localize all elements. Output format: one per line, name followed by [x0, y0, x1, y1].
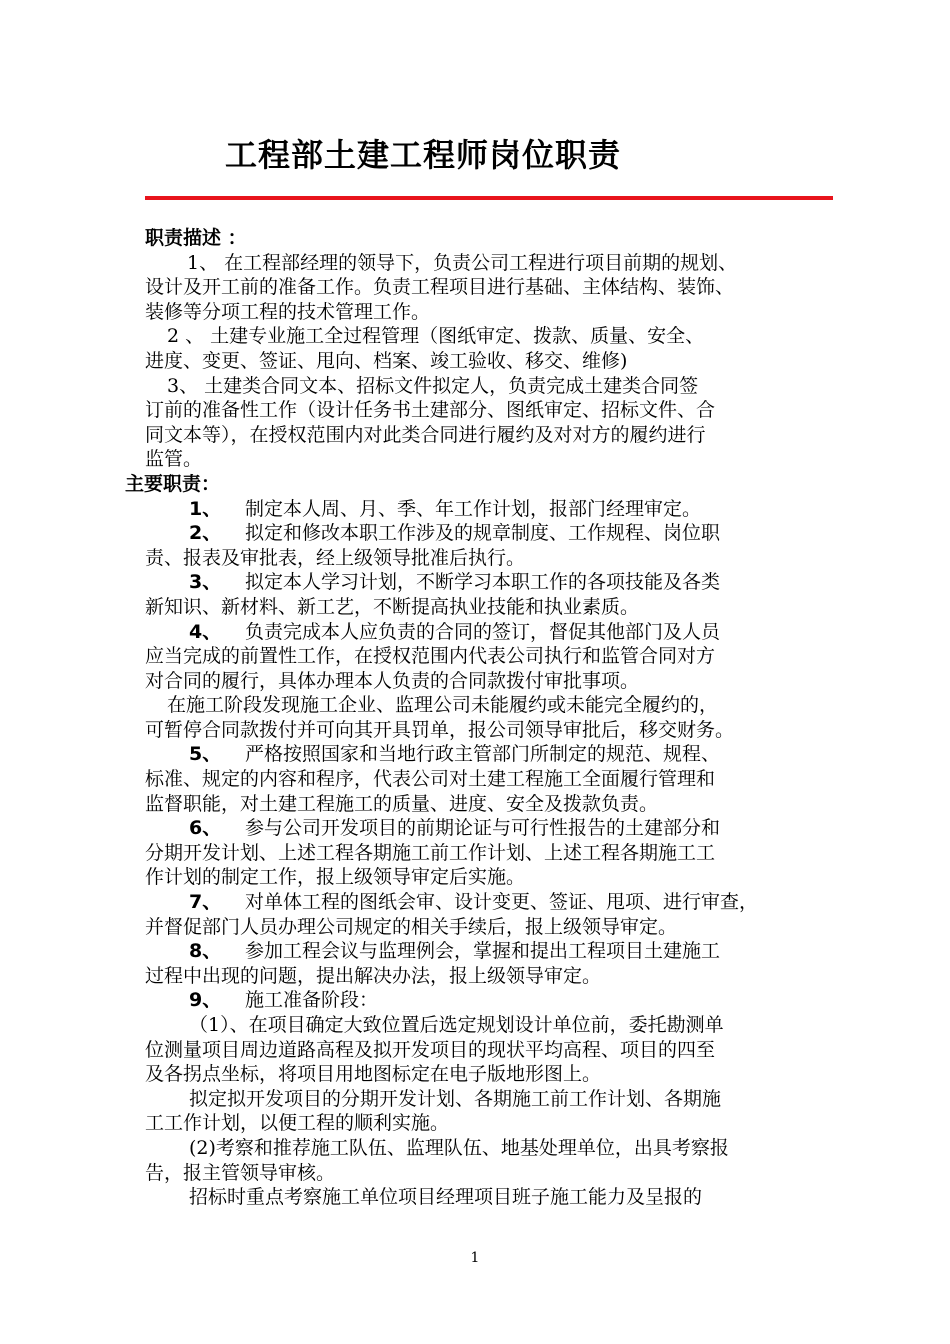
- text-line: [145, 669, 820, 694]
- text-line: [145, 349, 820, 374]
- text-line: [145, 1136, 820, 1161]
- text-line: [145, 718, 820, 743]
- line-text: 告，报主管领导审核。: [145, 1161, 336, 1184]
- item-number: 5、: [189, 743, 222, 766]
- text-line: [145, 251, 820, 276]
- text-line: [145, 398, 820, 423]
- item-number: 9、: [189, 989, 222, 1012]
- item-number: 4、: [189, 620, 222, 643]
- line-text: 对合同的履行，具体办理本人负责的合同款拨付审批事项。: [145, 669, 640, 692]
- line-text: 同文本等），在授权范围内对此类合同进行履约及对对方的履约进行: [145, 423, 706, 446]
- text-line: [145, 1038, 820, 1063]
- line-text: 参加工程会议与监理例会，掌握和提出工程项目土建施工: [245, 940, 721, 963]
- document-title: 工程部土建工程师岗位职责: [225, 136, 622, 174]
- line-text: 拟定和修改本职工作涉及的规章制度、工作规程、岗位职: [245, 522, 721, 545]
- line-text: 订前的准备性工作（设计任务书土建部分、图纸审定、招标文件、合: [145, 399, 716, 422]
- item-number: 1、: [189, 497, 222, 520]
- text-line: [145, 865, 820, 890]
- text-line: [145, 374, 820, 399]
- text-line: [145, 595, 820, 620]
- section-heading: [125, 472, 820, 497]
- text-line: [145, 1062, 820, 1087]
- line-text: 监督职能，对土建工程施工的质量、进度、安全及拨款负责。: [145, 792, 659, 815]
- line-text: 3、 土建类合同文本、招标文件拟定人，负责完成土建类合同签: [167, 374, 699, 397]
- text-line: [145, 423, 820, 448]
- line-text: 进度、变更、签证、甩向、档案、竣工验收、移交、维修): [145, 349, 628, 372]
- text-line: [145, 841, 820, 866]
- document-body: [125, 226, 820, 1210]
- line-text: 拟定拟开发项目的分期开发计划、各期施工前工作计划、各期施: [189, 1087, 722, 1110]
- text-line: [145, 644, 820, 669]
- text-line: [145, 546, 820, 571]
- line-text: (2)考察和推荐施工队伍、监理队伍、地基处理单位，出具考察报: [189, 1136, 729, 1159]
- text-line: [145, 816, 820, 841]
- line-text: 2 、 土建专业施工全过程管理（图纸审定、拨款、质量、安全、: [167, 325, 705, 348]
- text-line: [145, 497, 820, 522]
- text-line: [145, 939, 820, 964]
- item-number: 6、: [189, 817, 222, 840]
- text-line: [145, 767, 820, 792]
- line-text: 标准、规定的内容和程序，代表公司对土建工程施工全面履行管理和: [145, 768, 716, 791]
- title-underline: [145, 196, 833, 200]
- text-line: [145, 1013, 820, 1038]
- line-text: 在施工阶段发现施工企业、监理公司未能履约或未能完全履约的，: [167, 694, 719, 717]
- line-text: 施工准备阶段：: [245, 989, 379, 1012]
- line-text: 工工作计划，以便工程的顺利实施。: [145, 1112, 450, 1135]
- text-line: [145, 792, 820, 817]
- text-line: [145, 1161, 820, 1186]
- section-heading: [145, 226, 820, 251]
- line-text: 可暂停合同款拨付并可向其开具罚单，报公司领导审批后，移交财务。: [145, 718, 735, 741]
- line-text: 装修等分项工程的技术管理工作。: [145, 300, 431, 323]
- line-text: 拟定本人学习计划，不断学习本职工作的各项技能及各类: [245, 571, 721, 594]
- item-number: 3、: [189, 571, 222, 594]
- text-line: [145, 620, 820, 645]
- line-text: 及各拐点坐标，将项目用地图标定在电子版地形图上。: [145, 1063, 602, 1086]
- text-line: [145, 693, 820, 718]
- text-line: [145, 1185, 820, 1210]
- text-line: [145, 300, 820, 325]
- line-text: 1、 在工程部经理的领导下，负责公司工程进行项目前期的规划、: [187, 251, 738, 274]
- item-number: 8、: [189, 940, 222, 963]
- page-number: 1: [470, 1250, 480, 1266]
- text-line: [145, 521, 820, 546]
- line-text: （1）、在项目确定大致位置后选定规划设计单位前，委托勘测单: [189, 1014, 724, 1036]
- line-text: 主要职责：: [125, 472, 221, 495]
- line-text: 参与公司开发项目的前期论证与可行性报告的土建部分和: [245, 817, 721, 840]
- text-line: [145, 1111, 820, 1136]
- line-text: 责、报表及审批表，经上级领导批准后执行。: [145, 546, 526, 569]
- line-text: 对单体工程的图纸会审、设计变更、签证、甩项、进行审查，: [245, 891, 759, 914]
- line-text: 位测量项目周边道路高程及拟开发项目的现状平均高程、项目的四至: [145, 1038, 716, 1061]
- text-line: [145, 890, 820, 915]
- text-line: [145, 324, 820, 349]
- line-text: 应当完成的前置性工作，在授权范围内代表公司执行和监管合同对方: [145, 645, 716, 668]
- line-text: 设计及开工前的准备工作。负责工程项目进行基础、主体结构、装饰、: [145, 276, 735, 299]
- text-line: [145, 275, 820, 300]
- text-line: [145, 1087, 820, 1112]
- line-text: 严格按照国家和当地行政主管部门所制定的规范、规程、: [245, 743, 721, 766]
- line-text: 职责描述 ：: [145, 227, 247, 249]
- line-text: 并督促部门人员办理公司规定的相关手续后，报上级领导审定。: [145, 915, 678, 938]
- item-number: 7、: [189, 891, 222, 914]
- text-line: [145, 988, 820, 1013]
- line-text: 负责完成本人应负责的合同的签订，督促其他部门及人员: [245, 620, 721, 643]
- line-text: 作计划的制定工作，报上级领导审定后实施。: [145, 866, 526, 889]
- text-line: [145, 915, 820, 940]
- text-line: [145, 742, 820, 767]
- line-text: 分期开发计划、上述工程各期施工前工作计划、上述工程各期施工工: [145, 841, 716, 864]
- item-number: 2、: [189, 522, 222, 545]
- line-text: 监管。: [145, 448, 203, 471]
- line-text: 制定本人周、月、季、年工作计划，报部门经理审定。: [245, 497, 702, 520]
- text-line: [145, 964, 820, 989]
- line-text: 过程中出现的问题，提出解决办法，报上级领导审定。: [145, 964, 602, 987]
- line-text: 招标时重点考察施工单位项目经理项目班子施工能力及呈报的: [189, 1186, 703, 1209]
- text-line: [145, 570, 820, 595]
- text-line: [145, 447, 820, 472]
- line-text: 新知识、新材料、新工艺，不断提高执业技能和执业素质。: [145, 595, 640, 618]
